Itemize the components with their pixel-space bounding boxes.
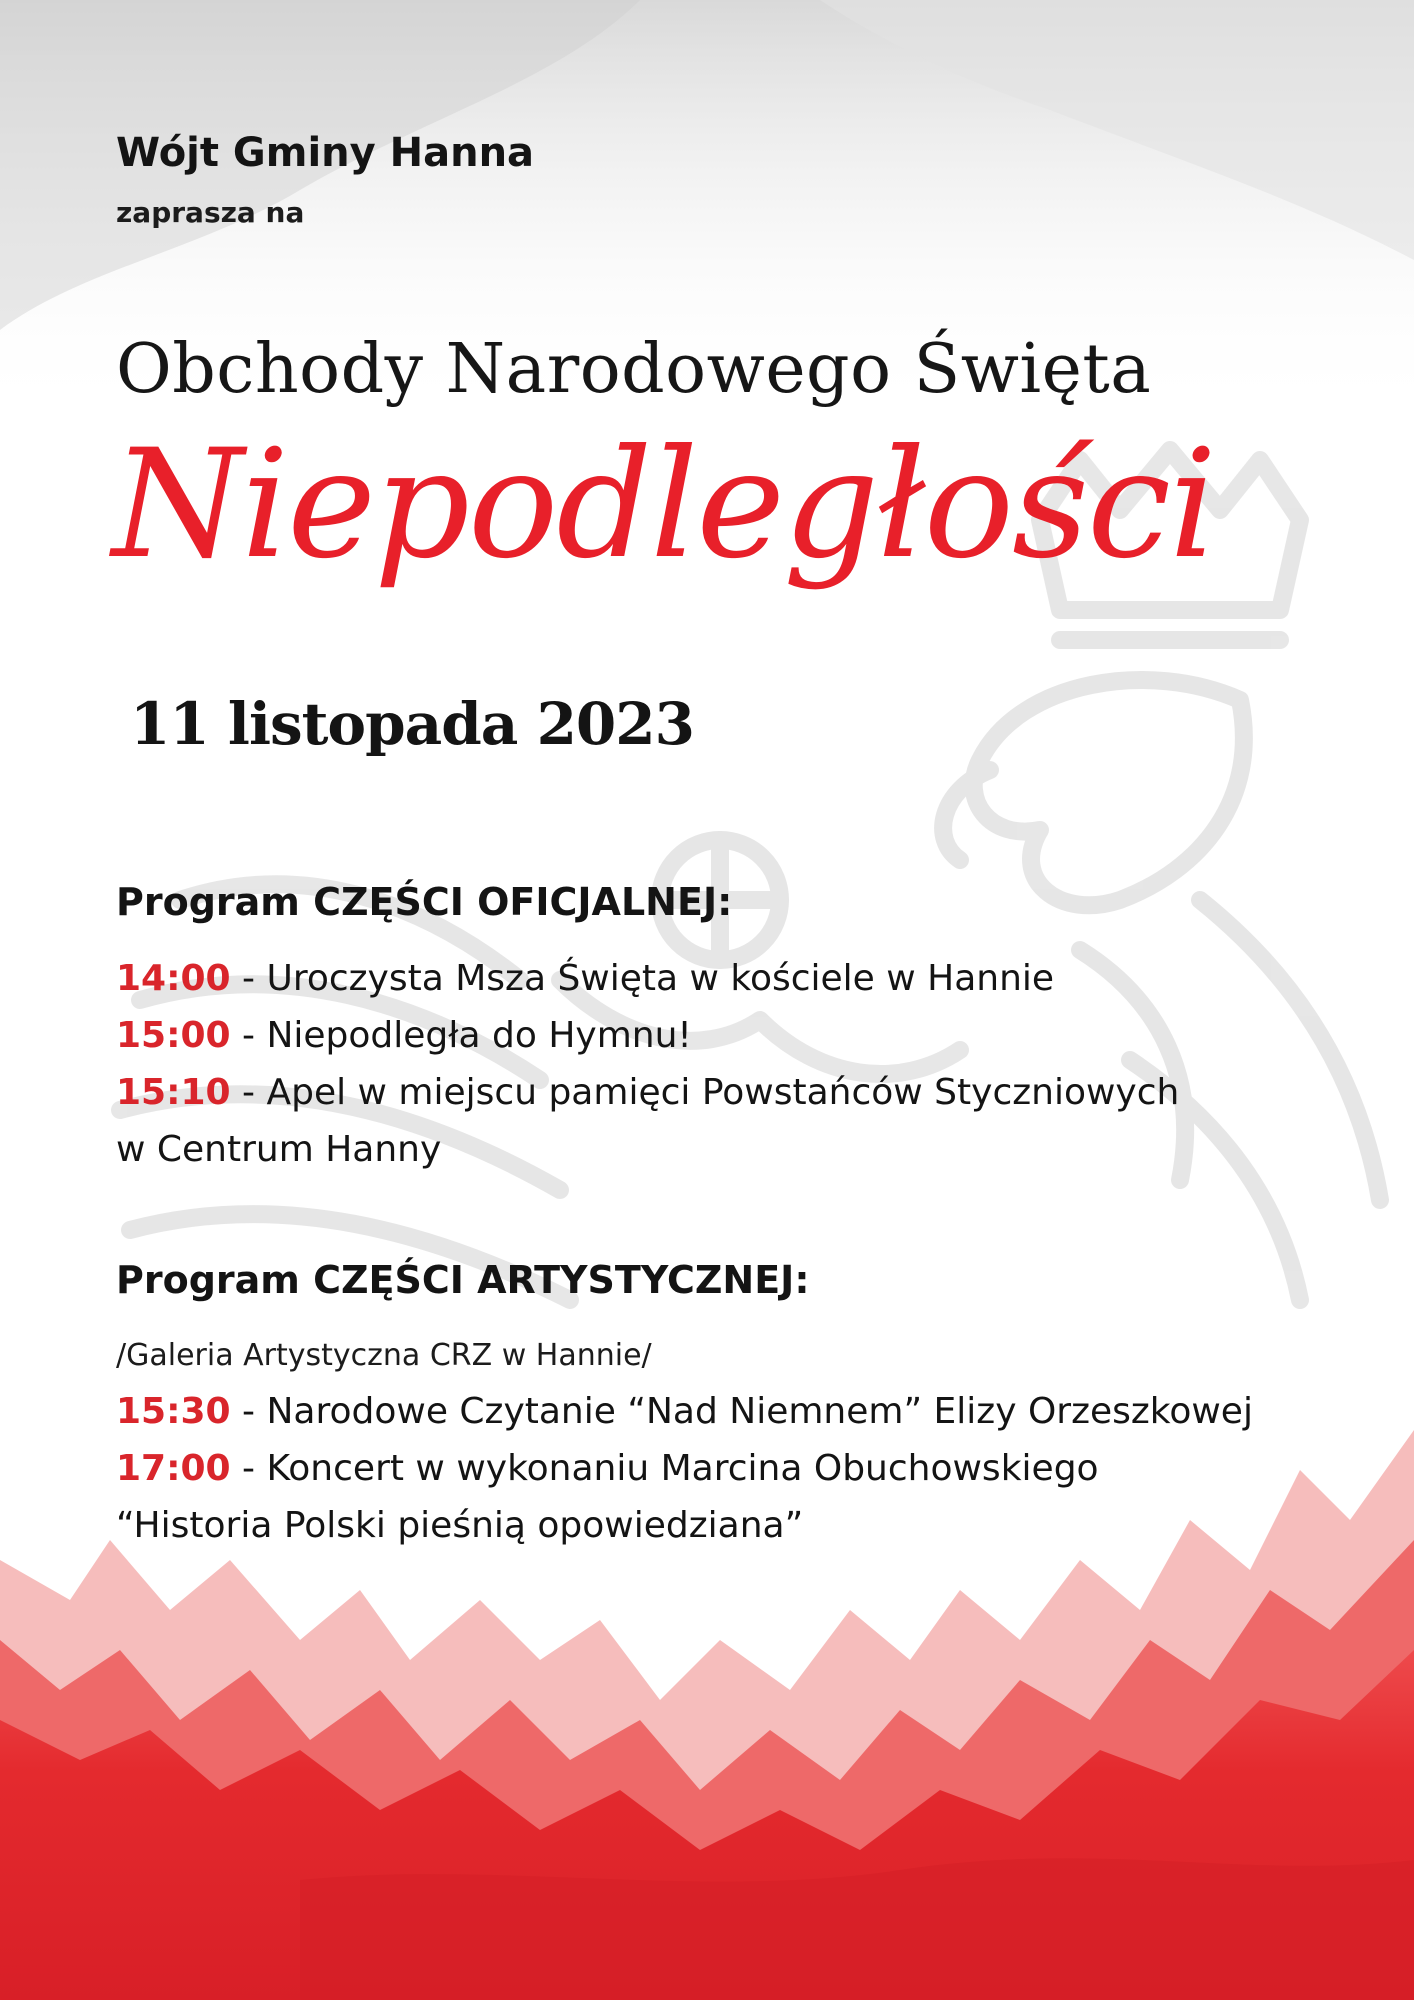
event-date: 11 listopada 2023 — [130, 690, 694, 758]
schedule-continuation: “Historia Polski pieśnią opowiedziana” — [116, 1505, 804, 1546]
event-title-line1: Obchody Narodowego Święta — [116, 330, 1152, 409]
schedule-time: 15:10 — [116, 1072, 231, 1113]
schedule-item — [116, 1072, 1179, 1113]
schedule-item — [116, 1448, 1099, 1489]
schedule-text: - Niepodległa do Hymnu! — [230, 1015, 692, 1056]
eagle-head — [974, 680, 1244, 905]
schedule-text: - Koncert w wykonaniu Marcina Obuchowskiego — [230, 1448, 1099, 1489]
schedule-item — [116, 1015, 692, 1056]
invitation-text: zaprasza na — [116, 196, 305, 229]
schedule-text: - Uroczysta Msza Święta w kościele w Hannie — [230, 958, 1055, 999]
schedule-item — [116, 958, 1054, 999]
schedule-text: - Apel w miejscu pamięci Powstańców Styczniowych — [230, 1072, 1180, 1113]
official-program-heading: Program CZĘŚCI OFICJALNEJ: — [116, 880, 733, 924]
artistic-venue: /Galeria Artystyczna CRZ w Hannie/ — [116, 1338, 652, 1373]
host-name: Wójt Gminy Hanna — [116, 130, 535, 176]
schedule-time: 15:30 — [116, 1391, 231, 1432]
red-flag-texture — [300, 1858, 1414, 2000]
schedule-time: 14:00 — [116, 958, 231, 999]
schedule-time: 15:00 — [116, 1015, 231, 1056]
schedule-time: 17:00 — [116, 1448, 231, 1489]
schedule-text: - Narodowe Czytanie “Nad Niemnem” Elizy Orzeszkowej — [230, 1391, 1253, 1432]
schedule-item — [116, 1391, 1253, 1432]
schedule-continuation: w Centrum Hanny — [116, 1129, 442, 1170]
artistic-program-heading: Program CZĘŚCI ARTYSTYCZNEJ: — [116, 1258, 810, 1302]
event-title-line2: Niepodległości — [112, 418, 1216, 592]
